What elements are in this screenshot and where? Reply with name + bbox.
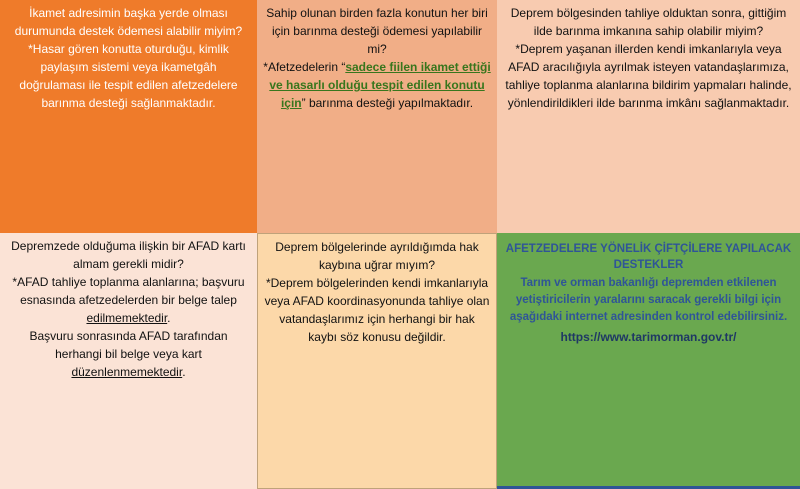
answer-underlined: edilmemektedir	[86, 311, 168, 325]
faq-answer: *Deprem yaşanan illerden kendi imkanlarıyla veya AFAD aracılığıyla ayrılmak isteyen vatandaşlarımıza, tahliye toplanma alanlarına bildirim yapmaları halinde, yönlendirildikleri ilde barınma imkânı sağlanmaktadır.	[505, 42, 792, 110]
faq-question: İkamet adresimin başka yerde olması durumunda destek ödemesi alabilir miyim?	[14, 6, 243, 38]
faq-answer: *Hasar gören konutta oturduğu, kimlik paylaşım sistemi veya ikametgâh doğrulaması ile tespit edilen afetzedelere barınma desteği sağlanmaktadır.	[19, 42, 238, 110]
website-link[interactable]: https://www.tarimorman.gov.tr/	[560, 330, 737, 344]
answer-suffix: .	[167, 311, 171, 325]
faq-cell-afad-card	[0, 233, 257, 489]
faq-answer	[6, 273, 251, 327]
faq-cell-farmer-support	[497, 233, 800, 489]
answer-prefix: *AFAD tahliye toplanma alanlarına; başvuru esnasında afetzedelerden bir belge talep	[12, 275, 245, 307]
section-heading: AFETZEDELERE YÖNELİK ÇİFTÇİLERE YAPILACAK DESTEKLER	[505, 243, 792, 271]
faq-answer	[263, 58, 491, 112]
section-body: Tarım ve orman bakanlığı depremden etkilenen yetiştiricilerin yaralarını saracak gerekli bilgi için aşağıdaki internet adresinden kontrol edebilirsiniz.	[509, 277, 788, 323]
answer-prefix: *Afetzedelerin “	[263, 60, 346, 74]
answer-prefix: Başvuru sonrasında AFAD tarafından herhangi bil belge veya kart	[29, 329, 228, 361]
faq-cell-multiple-homes	[257, 0, 497, 233]
faq-cell-residence-address	[0, 0, 257, 233]
answer-suffix: .	[182, 365, 186, 379]
faq-question: Sahip olunan birden fazla konutun her biri için barınma desteği ödemesi yapılabilir mi?	[266, 6, 488, 56]
faq-cell-rights-loss	[257, 233, 497, 489]
faq-question: Deprem bölgelerinde ayrıldığımda hak kaybına uğrar mıyım?	[275, 240, 479, 272]
faq-answer: *Deprem bölgelerinden kendi imkanlarıyla veya AFAD koordinasyonunda tahliye olan vatandaşlarımız için herhangi bir hak kaybı söz konusu değildir.	[264, 276, 490, 344]
faq-answer-2	[6, 327, 251, 381]
faq-question: Depremzede olduğuma ilişkin bir AFAD kartı almam gerekli midir?	[11, 239, 246, 271]
answer-suffix: ” barınma desteği yapılmaktadır.	[301, 96, 474, 110]
answer-underlined: düzenlenmemektedir	[71, 365, 183, 379]
faq-cell-evacuation-shelter	[497, 0, 800, 233]
faq-question: Deprem bölgesinden tahliye olduktan sonra, gittiğim ilde barınma imkanına sahip olabilir miyim?	[510, 6, 787, 38]
answer-highlight-link[interactable]: sadece fiilen ikamet ettiği ve hasarlı olduğu tespit edilen konutu için	[269, 60, 491, 110]
